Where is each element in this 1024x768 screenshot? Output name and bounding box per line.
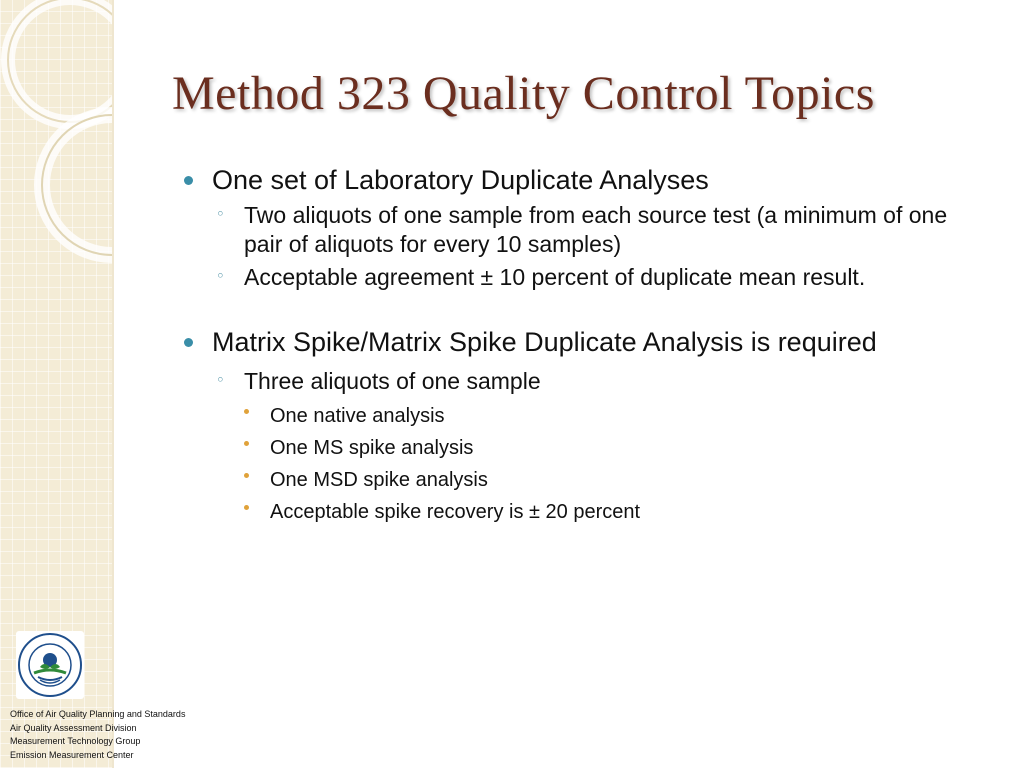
bullet-text: Matrix Spike/Matrix Spike Duplicate Analysis is required: [212, 327, 877, 357]
epa-logo: [16, 631, 84, 699]
sub-sub-bullet-text: One MS spike analysis: [270, 437, 474, 459]
footer-line: Measurement Technology Group: [10, 736, 141, 747]
footer-organization: [10, 708, 185, 762]
sub-bullet-item: [216, 367, 974, 396]
bullet-dot-icon: [184, 338, 193, 347]
small-dot-bullet-icon: [244, 473, 249, 478]
epa-seal-icon: [16, 631, 84, 699]
footer-line: Emission Measurement Center: [10, 749, 134, 760]
slide-title: Method 323 Quality Control Topics: [172, 67, 875, 120]
bullet-text: One set of Laboratory Duplicate Analyses: [212, 165, 709, 195]
ring-bullet-icon: ◦: [216, 205, 225, 223]
sub-bullet-item: [216, 201, 974, 259]
swirl-decoration-icon: [0, 0, 112, 300]
sub-sub-bullet-item: [244, 496, 974, 528]
sub-bullet-item: [216, 263, 974, 292]
sidebar-divider: [112, 0, 114, 768]
sub-bullet-text: Two aliquots of one sample from each source test (a minimum of one pair of aliquots for every 10 samples): [244, 202, 948, 257]
sub-sub-bullet-text: One native analysis: [270, 405, 445, 427]
ring-bullet-icon: ◦: [216, 371, 225, 389]
sub-sub-bullet-item: [244, 400, 974, 432]
bullet-item: [184, 326, 974, 359]
bullet-item: [184, 164, 974, 197]
sub-bullet-text: Three aliquots of one sample: [244, 368, 541, 394]
sub-sub-bullet-text: Acceptable spike recovery is ± 20 percent: [270, 501, 641, 523]
small-dot-bullet-icon: [244, 409, 249, 414]
footer-line: Office of Air Quality Planning and Standards: [10, 709, 186, 719]
bullet-dot-icon: [184, 176, 193, 185]
footer-line: Air Quality Assessment Division: [10, 722, 137, 733]
small-dot-bullet-icon: [244, 441, 249, 446]
sub-sub-bullet-item: [244, 432, 974, 464]
sub-bullet-text: Acceptable agreement ± 10 percent of duplicate mean result.: [244, 264, 866, 290]
sub-sub-bullet-text: One MSD spike analysis: [270, 469, 488, 491]
sub-sub-bullet-item: [244, 464, 974, 496]
slide-content: [184, 164, 974, 528]
ring-bullet-icon: ◦: [216, 267, 225, 285]
small-dot-bullet-icon: [244, 505, 249, 510]
